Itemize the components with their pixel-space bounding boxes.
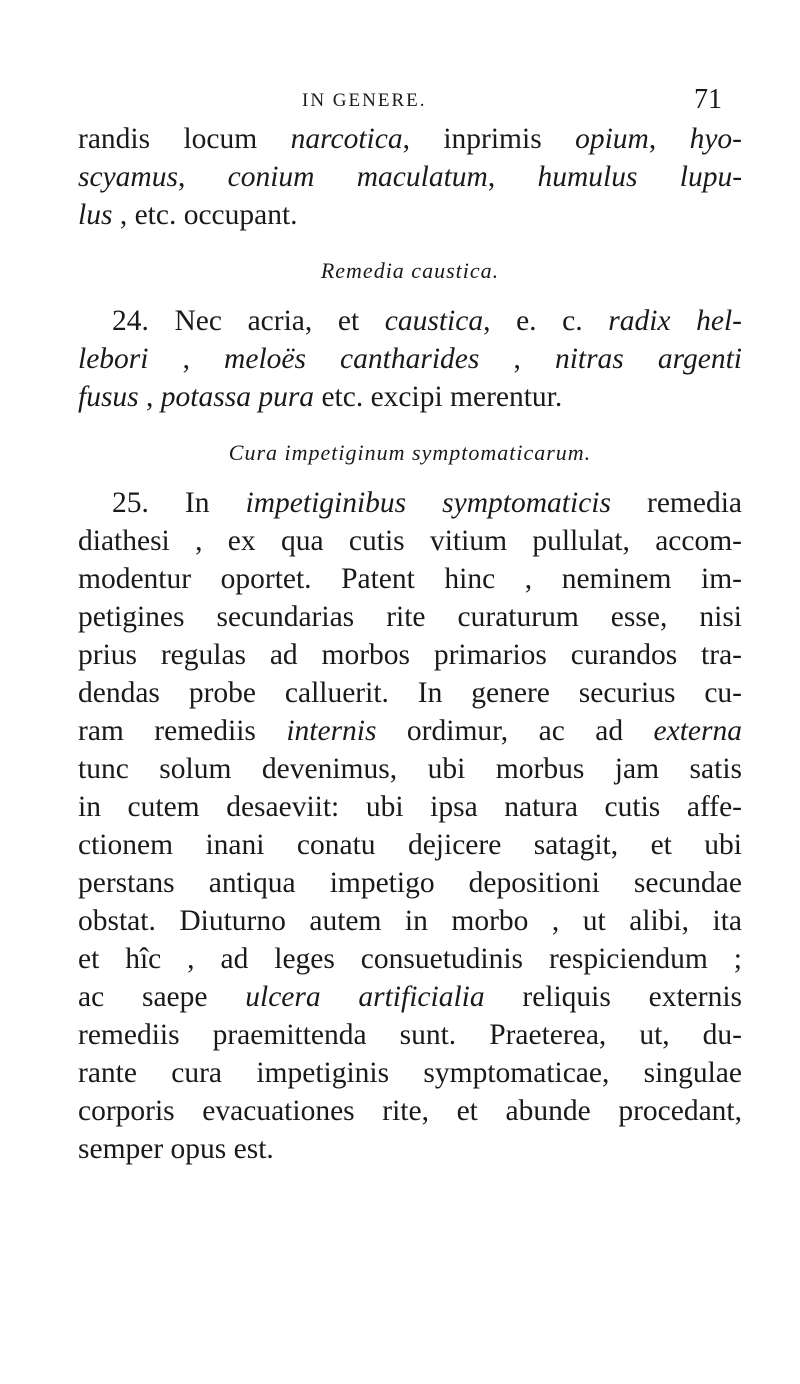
text-line: lus , etc. occupant. <box>78 199 298 231</box>
text-line: petigines secundarias rite curaturum esse, nisi <box>78 601 742 633</box>
text-line: remediis praemittenda sunt. Praeterea, ut, du- <box>78 1019 742 1051</box>
paragraph-number: 24. <box>112 305 149 337</box>
text-line: in cutem desaeviit: ubi ipsa natura cutis affe- <box>78 791 742 823</box>
text-line: 24. Nec acria, et caustica, e. c. radix hel- <box>112 305 742 337</box>
text-line: tunc solum devenimus, ubi morbus jam satis <box>78 753 742 785</box>
text-line: corporis evacuationes rite, et abunde procedant, <box>78 1095 742 1127</box>
text-line: ram remediis internis ordimur, ac ad externa <box>78 715 742 747</box>
body-text <box>78 120 742 1168</box>
running-head <box>0 84 800 118</box>
text-line: 25. In impetiginibus symptomaticis remedia <box>112 487 743 519</box>
text-line: scyamus, conium maculatum, humulus lupu- <box>78 161 743 193</box>
text-line: randis locum narcotica, inprimis opium, hyo- <box>78 123 742 155</box>
text-line: ctionem inani conatu dejicere satagit, et ubi <box>78 829 742 861</box>
text-line: semper opus est. <box>78 1133 274 1165</box>
text-line: fusus , potassa pura etc. excipi merentur. <box>78 381 563 413</box>
text-line: modentur oportet. Patent hinc , neminem im- <box>78 563 742 595</box>
text-line: ac saepe ulcera artificialia reliquis externis <box>78 981 743 1013</box>
running-title: IN GENERE. <box>302 90 427 111</box>
page-number: 71 <box>694 84 722 115</box>
text-line: rante cura impetiginis symptomaticae, singulae <box>78 1057 742 1089</box>
text-line: et hîc , ad leges consuetudinis respiciendum ; <box>78 943 742 975</box>
section-heading-remedia-caustica: Remedia caustica. <box>320 258 500 283</box>
text-line: obstat. Diuturno autem in morbo , ut alibi, ita <box>78 905 742 937</box>
paragraph-number: 25. <box>112 487 149 519</box>
text-line: lebori , meloës cantharides , nitras argenti <box>78 343 743 375</box>
text-line: prius regulas ad morbos primarios curandos tra- <box>78 639 742 671</box>
text-line: perstans antiqua impetigo depositioni secundae <box>78 867 742 899</box>
text-line: dendas probe calluerit. In genere securius cu- <box>78 677 742 709</box>
section-heading-cura-impetiginum: Cura impetiginum symptomaticarum. <box>228 440 592 465</box>
text-line: diathesi , ex qua cutis vitium pullulat, accom- <box>78 525 742 557</box>
